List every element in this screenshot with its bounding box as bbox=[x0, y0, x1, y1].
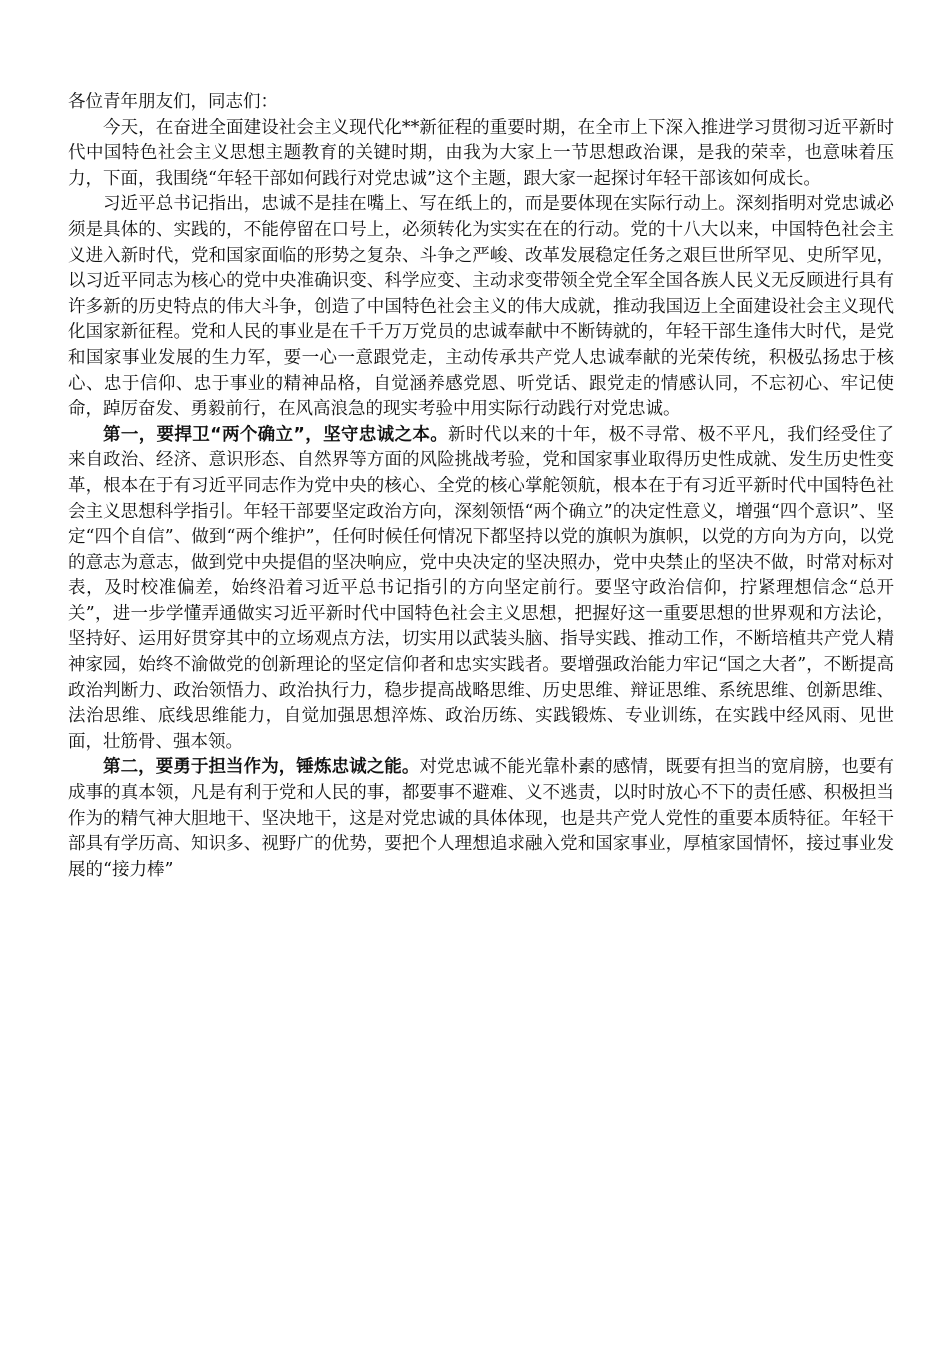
paragraph-second-point bbox=[68, 755, 894, 883]
second-point-body: 对党忠诚不能光靠朴素的感情，既要有担当的宽肩膀，也要有成事的真本领，凡是有利于党和人民的事，都要事不避难、义不逃责，以时时放心不下的责任感、积极担当作为的精气神大胆地干、坚决地干，这是对党忠诚的具体体现，也是共产党人党性的重要本质特征。年轻干部具有学历高、知识多、视野广的优势，要把个人理想追求融入党和国家事业，厚植家国情怀，接过事业发展的“接力棒” bbox=[68, 757, 895, 880]
greeting-line: 各位青年朋友们，同志们： bbox=[68, 92, 278, 112]
paragraph-intro: 今天，在奋进全面建设社会主义现代化**新征程的重要时期，在全市上下深入推进学习贯彻习近平新时代中国特色社会主义思想主题教育的关键时期，由我为大家上一节思想政治课，是我的荣幸，也意味着压力，下面，我围绕“年轻干部如何践行对党忠诚”这个主题，跟大家一起探讨年轻干部该如何成长。 bbox=[68, 117, 894, 189]
first-point-heading: 第一，要捍卫“两个确立”，坚守忠诚之本。 bbox=[103, 424, 449, 445]
second-point-heading: 第二，要勇于担当作为，锤炼忠诚之能。 bbox=[103, 757, 420, 778]
document-page bbox=[68, 90, 894, 883]
paragraph-loyalty: 习近平总书记指出，忠诚不是挂在嘴上、写在纸上的，而是要体现在实际行动上。深刻指明对党忠诚必须是具体的、实践的，不能停留在口号上，必须转化为实实在在的行动。党的十八大以来，中国特色社会主义进入新时代，党和国家面临的形势之复杂、斗争之严峻、改革发展稳定任务之艰巨世所罕见、史所罕见，以习近平同志为核心的党中央准确识变、科学应变、主动求变带领全党全军全国各族人民义无反顾进行具有许多新的历史特点的伟大斗争，创造了中国特色社会主义的伟大成就，推动我国迈上全面建设社会主义现代化国家新征程。党和人民的事业是在千千万万党员的忠诚奉献中不断铸就的，年轻干部生逢伟大时代，是党和国家事业发展的生力军，要一心一意跟党走，主动传承共产党人忠诚奉献的光荣传统，积极弘扬忠于核心、忠于信仰、忠于事业的精神品格，自觉涵养感党恩、听党话、跟党走的情感认同，不忘初心、牢记使命，踔厉奋发、勇毅前行，在风高浪急的现实考验中用实际行动践行对党忠诚。 bbox=[68, 194, 894, 420]
paragraph-first-point bbox=[68, 423, 894, 756]
first-point-body: 新时代以来的十年，极不寻常、极不平凡，我们经受住了来自政治、经济、意识形态、自然界等方面的风险挑战考验，党和国家事业取得历史性成就、发生历史性变革，根本在于有习近平同志作为党中央的核心、全党的核心掌舵领航，根本在于有习近平新时代中国特色社会主义思想科学指引。年轻干部要坚定政治方向，深刻领悟“两个确立”的决定性意义，增强“四个意识”、坚定“四个自信”、做到“两个维护”，任何时候任何情况下都坚持以党的旗帜为旗帜，以党的方向为方向，以党的意志为意志，做到党中央提倡的坚决响应，党中央决定的坚决照办，党中央禁止的坚决不做，时常对标对表，及时校准偏差，始终沿着习近平总书记指引的方向坚定前行。要坚守政治信仰，拧紧理想信念“总开关”，进一步学懂弄通做实习近平新时代中国特色社会主义思想，把握好这一重要思想的世界观和方法论，坚持好、运用好贯穿其中的立场观点方法，切实用以武装头脑、指导实践、推动工作，不断培植共产党人精神家园，始终不渝做党的创新理论的坚定信仰者和忠实实践者。要增强政治能力牢记“国之大者”，不断提高政治判断力、政治领悟力、政治执行力，稳步提高战略思维、历史思维、辩证思维、系统思维、创新思维、法治思维、底线思维能力，自觉加强思想淬炼、政治历练、实践锻炼、专业训练，在实践中经风雨、见世面，壮筋骨、强本领。 bbox=[68, 424, 894, 752]
